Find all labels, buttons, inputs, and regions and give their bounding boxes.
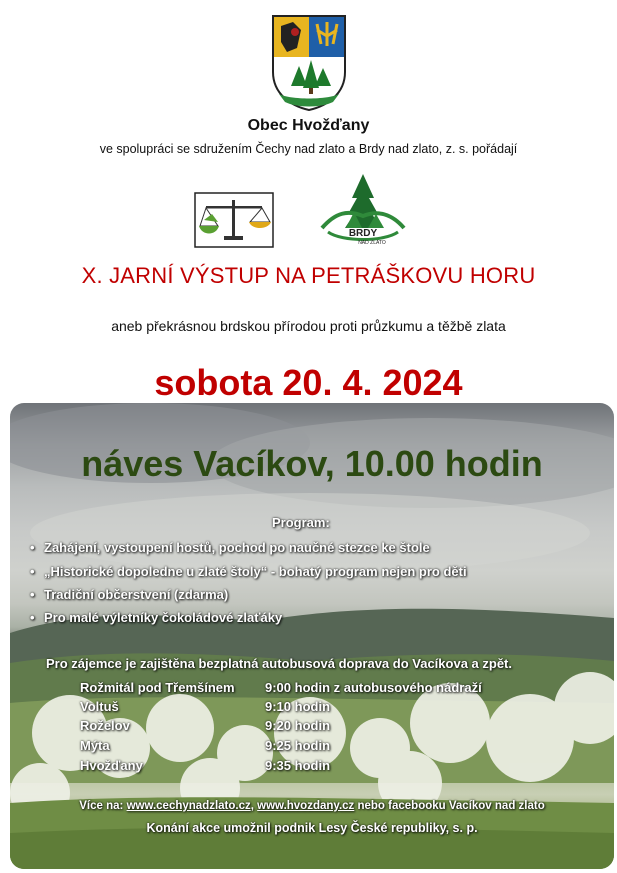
event-subtitle: aneb překrásnou brdskou přírodou proti průzkumu a těžbě zlata	[111, 318, 506, 334]
bus-stop-time: 9:00 hodin z autobusového nádraží	[265, 680, 482, 695]
bullet-icon: •	[30, 610, 35, 625]
event-venue: náves Vacíkov, 10.00 hodin	[81, 443, 543, 484]
website-link-hvozdany[interactable]: www.hvozdany.cz	[257, 800, 355, 812]
program-item: • Zahájení, vystoupení hostů, pochod po naučné stezce ke štole	[30, 540, 430, 555]
bus-stop-time: 9:35 hodin	[265, 758, 331, 773]
bus-stop-time: 9:25 hodin	[265, 738, 331, 753]
event-date: sobota 20. 4. 2024	[154, 362, 463, 403]
transport-intro: Pro zájemce je zajištěna bezplatná autobusová doprava do Vacíkova a zpět.	[46, 656, 512, 671]
scales-logo-icon	[194, 192, 274, 248]
event-title: X. JARNÍ VÝSTUP NA PETRÁŠKOVU HORU	[81, 263, 536, 288]
brdy-logo-text: BRDY	[348, 228, 378, 239]
bus-stop-name: Voltuš	[80, 699, 119, 714]
bus-stop-name: Rožmitál pod Třemšínem	[80, 680, 235, 695]
program-item: • „Historické dopoledne u zlaté štoly“ - bohatý program nejen pro děti	[30, 564, 467, 579]
bus-stop-name: Mýta	[80, 738, 110, 753]
organizer-name: Obec Hvožďany	[247, 117, 370, 134]
bullet-icon: •	[30, 564, 35, 579]
bus-stop-name: Hvožďany	[80, 758, 143, 773]
brdy-logo-subtext: NAD ZLATO	[358, 240, 386, 246]
bullet-icon: •	[30, 587, 35, 602]
cooperation-text: ve spolupráci se sdružením Čechy nad zlato a Brdy nad zlato, z. s. pořádají	[99, 142, 518, 156]
brdy-logo-icon	[318, 172, 408, 248]
program-heading: Program:	[272, 515, 330, 530]
website-link-cechynadzlato[interactable]: www.cechynadzlato.cz	[126, 800, 251, 812]
program-item: • Tradiční občerstvení (zdarma)	[30, 587, 229, 602]
bullet-icon: •	[30, 540, 35, 555]
coat-of-arms-icon	[271, 14, 347, 112]
program-item: • Pro malé výletníky čokoládové zlaťáky	[30, 610, 283, 625]
more-info-line: Více na: www.cechynadzlato.cz, www.hvozdany.cz nebo facebooku Vacíkov nad zlato	[79, 800, 545, 812]
bus-stop-name: Roželov	[80, 718, 130, 733]
bus-stop-time: 9:20 hodin	[265, 718, 331, 733]
sponsor-note: Konání akce umožnil podnik Lesy České republiky, s. p.	[146, 821, 478, 835]
bus-stop-time: 9:10 hodin	[265, 699, 331, 714]
